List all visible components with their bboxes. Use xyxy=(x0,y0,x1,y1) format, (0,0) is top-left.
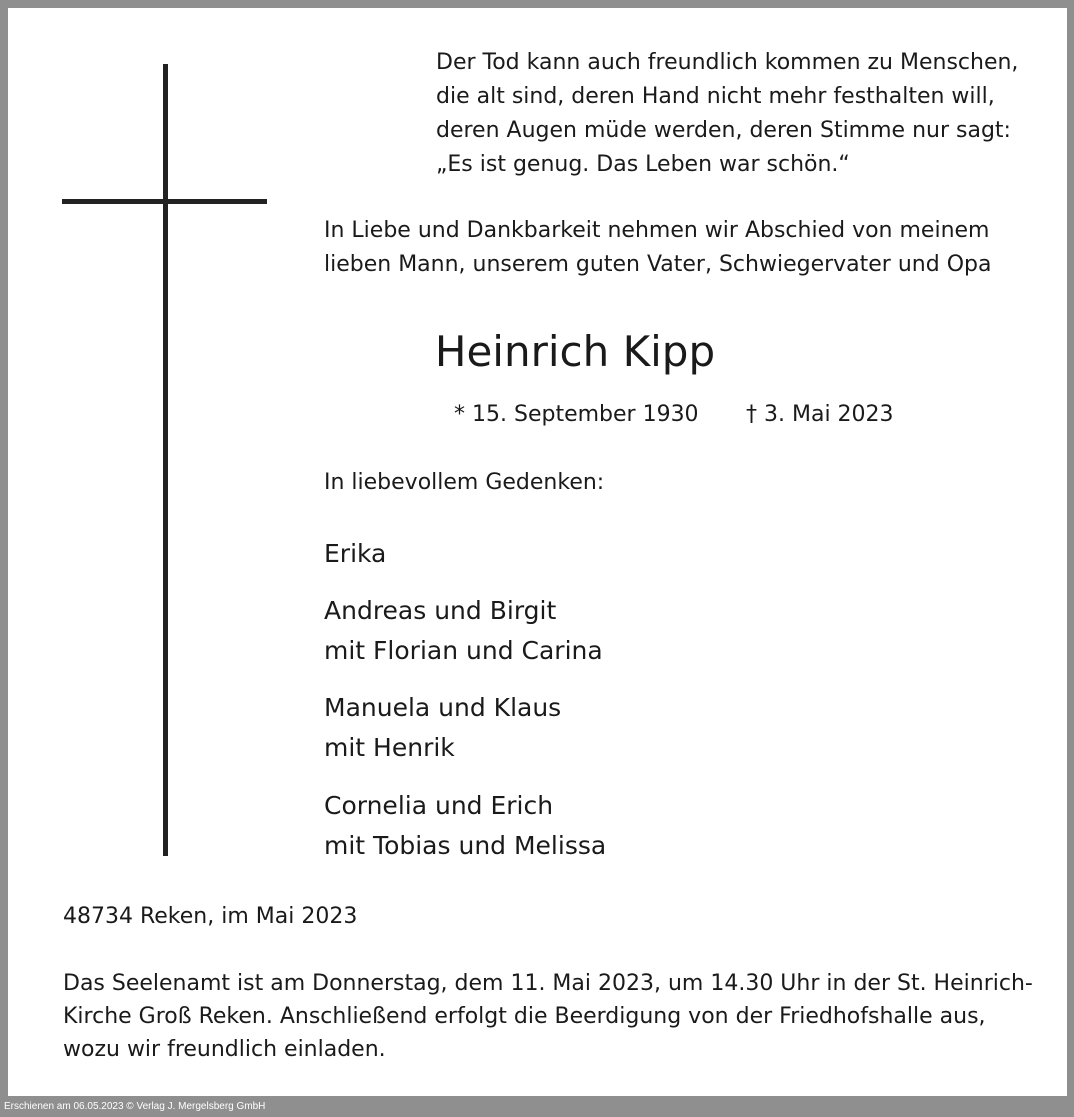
family-line: Andreas und Birgit xyxy=(324,596,557,625)
family-group xyxy=(324,534,386,574)
service-info xyxy=(63,967,1033,1066)
service-line: Das Seelenamt ist am Donnerstag, dem 11. Mai 2023, um 14.30 Uhr in der St. Heinrich- xyxy=(63,971,1033,996)
place-date: 48734 Reken, im Mai 2023 xyxy=(63,904,358,929)
family-line: Manuela und Klaus xyxy=(324,693,562,722)
poem-line: Der Tod kann auch freundlich kommen zu Menschen, xyxy=(436,50,1019,75)
deceased-name: Heinrich Kipp xyxy=(434,327,716,376)
service-line: Kirche Groß Reken. Anschließend erfolgt die Beerdigung von der Friedhofshalle aus, xyxy=(63,1004,986,1029)
family-group xyxy=(324,786,606,866)
family-line: mit Henrik xyxy=(324,733,455,762)
birth-date: * 15. September 1930 xyxy=(454,402,699,427)
poem-line: „Es ist genug. Das Leben war schön.“ xyxy=(436,152,850,177)
poem-line: deren Augen müde werden, deren Stimme nur sagt: xyxy=(436,118,1011,143)
intro-line: In Liebe und Dankbarkeit nehmen wir Abschied von meinem xyxy=(324,218,990,243)
intro-text xyxy=(324,214,991,282)
poem-line: die alt sind, deren Hand nicht mehr festhalten will, xyxy=(436,84,995,109)
family-line: Erika xyxy=(324,539,387,568)
family-group xyxy=(324,591,603,671)
gedenken-heading: In liebevollem Gedenken: xyxy=(324,470,605,495)
publication-footer: Erschienen am 06.05.2023 © Verlag J. Mergelsberg GmbH xyxy=(4,1101,266,1112)
cross-icon-crossbar xyxy=(62,199,267,204)
poem xyxy=(436,46,1018,182)
cross-icon xyxy=(163,64,168,856)
obituary-notice xyxy=(8,8,1067,1096)
family-group xyxy=(324,688,561,768)
family-line: Cornelia und Erich xyxy=(324,791,554,820)
service-line: wozu wir freundlich einladen. xyxy=(63,1037,386,1062)
death-date: † 3. Mai 2023 xyxy=(746,402,894,427)
family-line: mit Florian und Carina xyxy=(324,636,603,665)
family-line: mit Tobias und Melissa xyxy=(324,831,607,860)
intro-line: lieben Mann, unserem guten Vater, Schwiegervater und Opa xyxy=(324,252,992,277)
